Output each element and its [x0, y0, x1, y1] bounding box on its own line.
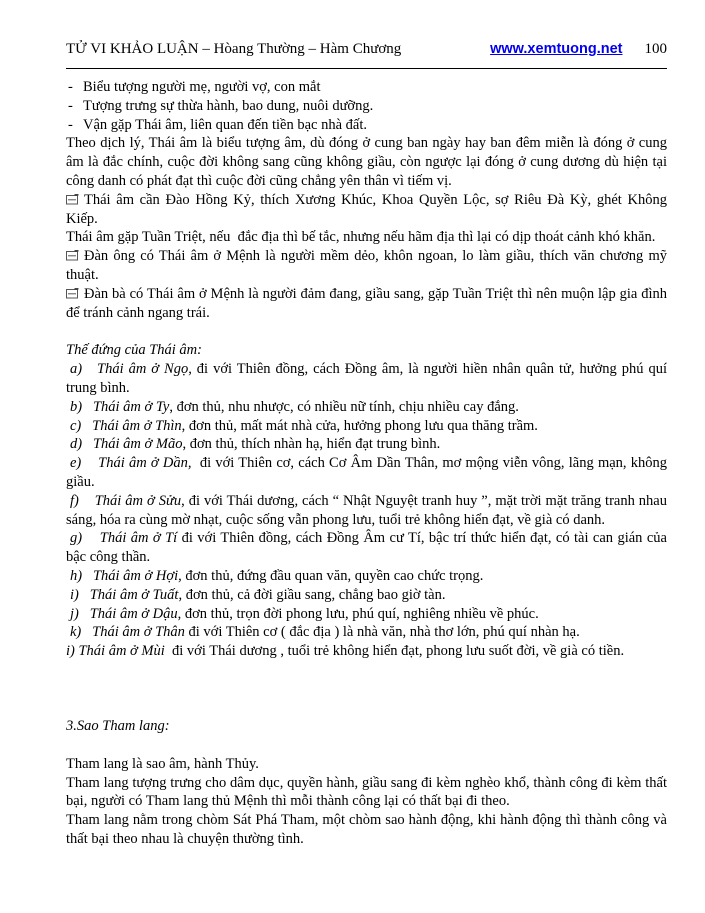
list-item [66, 642, 667, 661]
list-item-lead: i) Thái âm ở Tuất [70, 586, 179, 603]
document-body [66, 78, 671, 849]
list-item-text: , đơn thủ, nhu nhược, có nhiều nữ tính, chịu nhiều cay đắng. [169, 398, 519, 415]
paragraph [66, 134, 671, 190]
list-item-lead: h) Thái âm ở Hợi [70, 567, 179, 584]
list-item [66, 623, 667, 642]
list-item-lead: i) Thái âm ở Mùi [66, 643, 169, 660]
bullet-text: Biểu tượng người mẹ, người vợ, con mắt [83, 79, 321, 95]
list-item [66, 586, 667, 605]
list-item-text: , đơn thủ, trọn đời phong lưu, phú quí, nghiêng nhiều về phúc. [177, 605, 539, 622]
paragraph [66, 774, 671, 812]
paragraph [66, 247, 671, 285]
bullet-dash: - [68, 97, 73, 114]
paragraph [66, 228, 667, 247]
list-item-text: , đi với Thái dương, cách “ Nhật Nguyệt tranh huy ”, mặt trời mặt trăng tranh nhau sáng, hóa ra cùng mờ nhạt, cuộc sống vẫn phong lưu, tuổi trẻ không hiển đạt, về già có danh. [66, 492, 671, 528]
page-number: 100 [644, 41, 667, 57]
list-item [66, 417, 667, 436]
list-item-lead: e) Thái âm ở Dần, [70, 455, 192, 472]
list-item [66, 605, 667, 624]
list-item-text: , đơn thủ, đứng đầu quan văn, quyền cao chức trọng. [178, 567, 484, 584]
section-heading-tham-lang: 3.Sao Tham lang: [66, 717, 170, 734]
list-item [66, 398, 667, 417]
bullet-item [66, 116, 667, 135]
list-item [66, 492, 671, 530]
list-item-text: đi với Thái dương , tuổi trẻ không hiển đạt, phong lưu suốt đời, về già có tiền. [168, 643, 625, 660]
list-item-lead: d) Thái âm ở Mão [70, 436, 183, 453]
list-item [66, 567, 667, 586]
list-item-lead: f) Thái âm ở Sửu [70, 492, 182, 509]
list-item-text: , đơn thủ, thích nhàn hạ, hiển đạt trung bình. [182, 436, 441, 453]
note-icon [66, 250, 79, 261]
bullet-text: Vận gặp Thái âm, liên quan đến tiền bạc nhà đất. [83, 116, 367, 133]
paragraph-text: Tham lang tượng trưng cho dâm dục, quyền hành, giầu sang đi kèm nghèo khổ, thành công đi kèm thất bại, người có Tham lang thủ Mệnh thì mỗi thành công lại có thất bại đi theo. [66, 774, 671, 810]
paragraph [66, 191, 671, 229]
paragraph-text: Đàn bà có Thái âm ở Mệnh là người đảm đang, giầu sang, gặp Tuần Triệt thì nên muộn lập gia đình để tránh cảnh ngang trái. [66, 285, 671, 321]
list-item-text: đi với Thiên cơ ( đắc địa ) là nhà văn, nhà thơ lớn, phú quí nhàn hạ. [184, 624, 580, 641]
website-link[interactable]: www.xemtuong.net [490, 41, 623, 57]
list-item-lead: b) Thái âm ở Ty [70, 398, 170, 415]
paragraph-text: Tham lang nằm trong chòm Sát Phá Tham, một chòm sao hành động, khi hành động thì thành công và thất bại theo nhau là chuyện thường tình. [66, 812, 671, 847]
paragraph-text: Tham lang là sao âm, hành Thủy. [66, 755, 259, 772]
list-item-text: , đi với Thiên đồng, cách Đồng âm, là người hiền nhân quân tử, hưởng phú quí trung bình. [66, 361, 671, 396]
list-item-text: , đơn thủ, mất mát nhà cửa, hưởng phong lưu qua thăng trầm. [181, 417, 538, 434]
list-item-text: đi với Thiên cơ, cách Cơ Âm Dần Thân, mơ mộng viễn vông, lãng mạn, không giầu. [66, 455, 671, 490]
list-item [66, 435, 667, 454]
list-item-lead: g) Thái âm ở Tí [70, 530, 178, 547]
paragraph-text: Thái âm gặp Tuần Triệt, nếu đắc địa thì bế tắc, nhưng nếu hãm địa thì lại có dịp thoát cảnh khó khăn. [66, 229, 656, 246]
list-item-text: , đơn thủ, cả đời giầu sang, chẳng bao giờ tàn. [178, 586, 446, 603]
paragraph-text: Đàn ông có Thái âm ở Mệnh là người mềm dẻo, khôn ngoan, lo làm giầu, thích văn chương mỹ thuật. [66, 248, 671, 283]
section-heading-positions: Thế đứng của Thái âm: [66, 342, 202, 359]
paragraph-text: Theo dịch lý, Thái âm là biểu tượng âm, dù đóng ở cung ban ngày hay ban đêm miễn là đóng ở cung âm là đắc chính, cuộc đời không sang cũng không giầu, còn ngược lại đóng ở cung dương dù hiện tại công danh có phát đạt thì cuộc đời cũng chẳng yên thân vì tiếm vị. [66, 135, 671, 189]
paragraph [66, 755, 667, 774]
bullet-dash: - [68, 79, 73, 95]
list-item [66, 529, 671, 567]
bullet-text: Tượng trưng sự thừa hành, bao dung, nuôi dưỡng. [83, 97, 374, 114]
note-icon [66, 194, 79, 205]
note-icon [66, 288, 79, 299]
list-item [66, 454, 671, 492]
list-item-lead: j) Thái âm ở Dậu [70, 605, 178, 622]
paragraph-text: Thái âm cần Đào Hồng Kỷ, thích Xương Khúc, Khoa Quyền Lộc, sợ Riêu Đà Kỳ, ghét Không Kiếp. [66, 191, 671, 227]
bullet-item [66, 97, 667, 116]
list-item [66, 360, 671, 398]
list-item-lead: k) Thái âm ở Thân [70, 624, 185, 641]
list-item-lead: a) Thái âm ở Ngọ [70, 361, 189, 378]
list-item-text: đi với Thiên đồng, cách Đồng Âm cư Tí, bậc trí thức hiển đạt, có tài can gián của bậc công thần. [66, 530, 671, 566]
paragraph [66, 285, 671, 323]
list-item-lead: c) Thái âm ở Thìn [70, 417, 182, 434]
bullet-item [66, 78, 667, 97]
bullet-dash: - [68, 116, 73, 133]
page-header [66, 40, 667, 69]
document-title: TỬ VI KHẢO LUẬN – Hòang Thường – Hàm Chương [66, 41, 402, 57]
paragraph [66, 811, 671, 849]
